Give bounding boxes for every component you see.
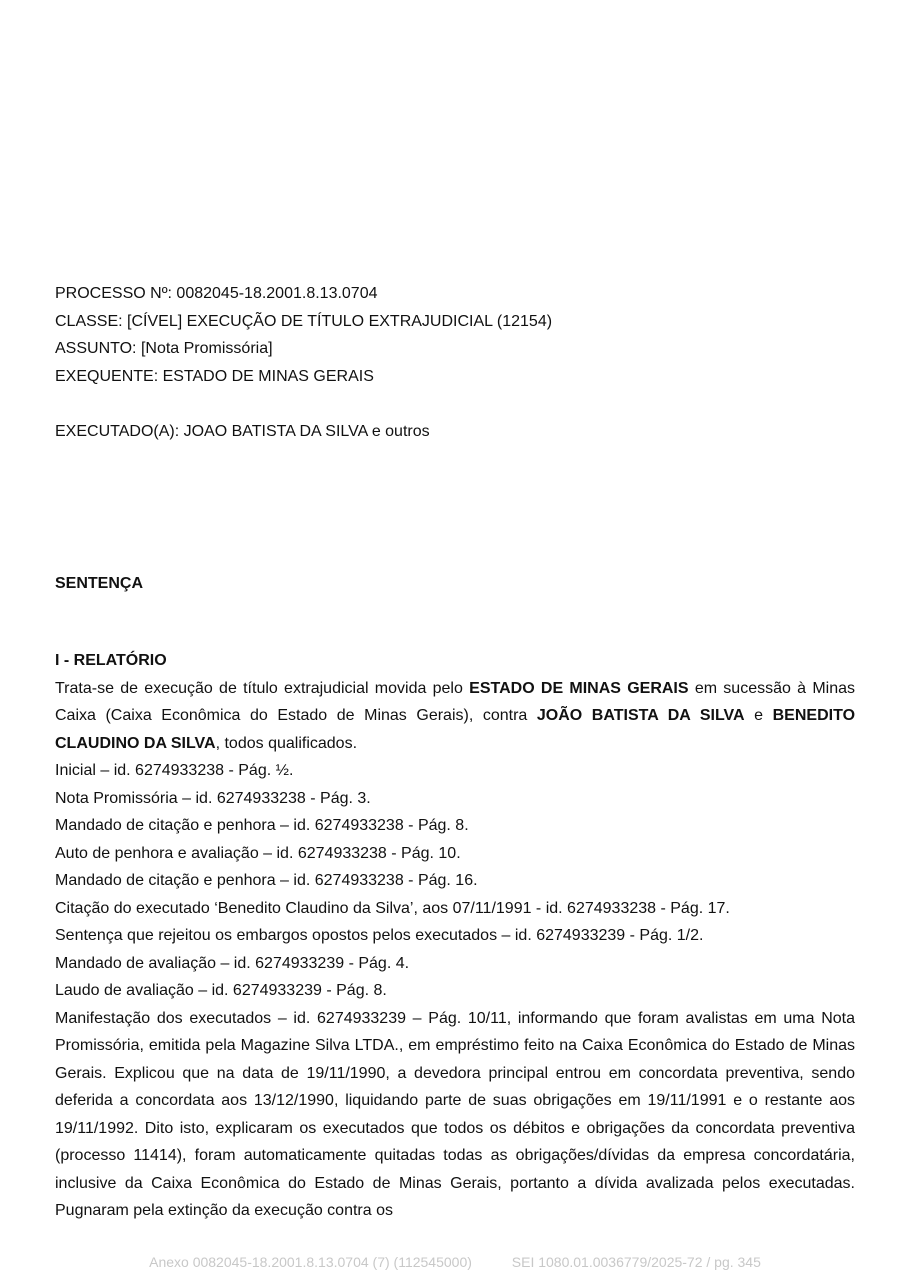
intro-bold-executado-1: JOÃO BATISTA DA SILVA xyxy=(536,707,745,724)
list-item: Mandado de citação e penhora – id. 6274933238 - Pág. 16. xyxy=(55,872,478,889)
page-footer xyxy=(0,1254,910,1270)
intro-text-3: e xyxy=(744,707,773,724)
intro-bold-executado-2: BENEDITO CLAUDINO DA SILVA xyxy=(55,707,856,752)
assunto-line: ASSUNTO: [Nota Promissória] xyxy=(55,340,273,357)
intro-paragraph xyxy=(55,675,855,758)
list-item: Mandado de avaliação – id. 6274933239 - Pág. 4. xyxy=(55,954,410,972)
exequente-line: EXEQUENTE: ESTADO DE MINAS GERAIS xyxy=(55,367,374,385)
header-spacer xyxy=(55,390,855,418)
relatorio-section xyxy=(55,647,855,1225)
list-item: Nota Promissória – id. 6274933238 - Pág. 3. xyxy=(55,789,371,807)
list-item: Mandado de citação e penhora – id. 6274933238 - Pág. 8. xyxy=(55,817,469,834)
footer-sei-ref: SEI 1080.01.0036779/2025-72 / pg. 345 xyxy=(511,1254,761,1270)
intro-bold-exequente: ESTADO DE MINAS GERAIS xyxy=(469,679,689,697)
intro-text-4: , todos qualificados. xyxy=(215,734,358,752)
processo-number: PROCESSO Nº: 0082045-18.2001.8.13.0704 xyxy=(55,285,378,302)
relatorio-heading: I - RELATÓRIO xyxy=(55,652,167,669)
sentenca-title: SENTENÇA xyxy=(55,575,144,592)
case-header xyxy=(55,280,855,445)
intro-text-1: Trata-se de execução de título extrajudicial movida pelo xyxy=(55,679,470,697)
list-item: Auto de penhora e avaliação – id. 6274933238 - Pág. 10. xyxy=(55,844,461,862)
manifestacao-paragraph: Manifestação dos executados – id. 6274933239 – Pág. 10/11, informando que foram avalistas em uma Nota Promissória, emitida pela Magazine Silva LTDA., em empréstimo feito na Caixa Econômica do Estado de Minas Gerais. Explicou que na data de 19/11/1990, a devedora principal entrou em concordata preventiva, sendo deferida a concordata aos 13/12/1990, liquidando parte de suas obrigações em 19/11/1991 e o restante aos 19/11/1992. Dito isto, explicaram os executados que todos os débitos e obrigações da concordata preventiva (processo 11414), foram automaticamente quitadas todas as obrigações/dívidas da empresa concordatária, inclusive da Caixa Econômica do Estado de Minas Gerais, portanto a dívida avalizada pelos executadas. Pugnaram pela extinção da execução contra os xyxy=(55,1009,855,1219)
footer-annex-ref: Anexo 0082045-18.2001.8.13.0704 (7) (112545000) xyxy=(149,1254,472,1270)
list-item: Inicial – id. 6274933238 - Pág. ½. xyxy=(55,762,294,779)
list-item: Citação do executado ‘Benedito Claudino da Silva’, aos 07/11/1991 - id. 6274933238 - Pág. 17. xyxy=(55,899,730,917)
list-item: Laudo de avaliação – id. 6274933239 - Pág. 8. xyxy=(55,982,387,999)
list-item: Sentença que rejeitou os embargos opostos pelos executados – id. 6274933239 - Pág. 1/2. xyxy=(55,927,704,944)
classe-line: CLASSE: [CÍVEL] EXECUÇÃO DE TÍTULO EXTRAJUDICIAL (12154) xyxy=(55,312,553,330)
intro-text-2: em sucessão à Minas Caixa (Caixa Econômica do Estado de Minas Gerais), contra xyxy=(55,679,856,724)
executado-line: EXECUTADO(A): JOAO BATISTA DA SILVA e outros xyxy=(55,422,430,440)
